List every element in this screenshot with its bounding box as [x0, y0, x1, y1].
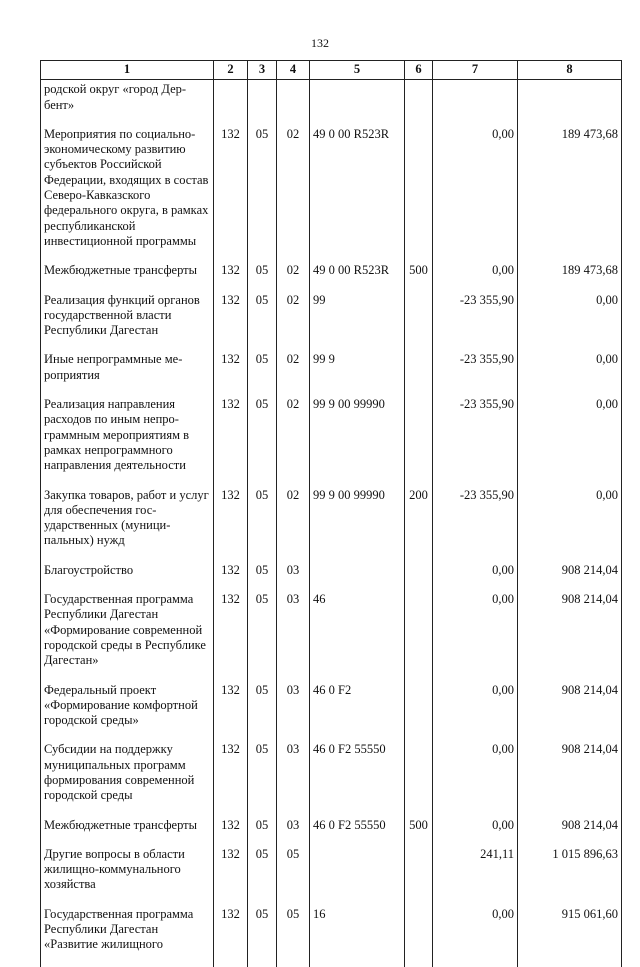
expense-type-cell: 500	[405, 818, 433, 847]
table-row	[41, 397, 622, 487]
admin-code-cell: 132	[214, 488, 248, 563]
header-cell-6: 6	[405, 61, 433, 80]
admin-code-cell: 132	[214, 563, 248, 592]
amount-change-cell: -23 355,90	[433, 488, 518, 563]
admin-code-cell: 132	[214, 847, 248, 907]
expense-type-cell: 500	[405, 263, 433, 292]
subsection-code-cell: 03	[277, 818, 310, 847]
expense-type-cell	[405, 127, 433, 263]
subsection-code-cell: 02	[277, 488, 310, 563]
subsection-code-cell: 03	[277, 683, 310, 743]
table-row	[41, 352, 622, 397]
item-name-cell: родской округ «город Дербент»	[41, 80, 214, 127]
amount-total-cell: 908 214,04	[518, 818, 622, 847]
target-code-cell: 46	[310, 592, 405, 682]
amount-total-cell: 908 214,04	[518, 563, 622, 592]
table-row	[41, 127, 622, 263]
amount-change-cell: 0,00	[433, 818, 518, 847]
expense-type-cell: 200	[405, 488, 433, 563]
admin-code-cell: 132	[214, 592, 248, 682]
amount-change-cell: 0,00	[433, 907, 518, 967]
target-code-cell: 16	[310, 907, 405, 967]
target-code-cell: 46 0 F2 55550	[310, 818, 405, 847]
amount-change-cell: 0,00	[433, 563, 518, 592]
budget-table	[40, 60, 622, 967]
item-name-cell: Благоустройство	[41, 563, 214, 592]
section-code-cell: 05	[248, 488, 277, 563]
amount-total-cell	[518, 80, 622, 127]
header-cell-4: 4	[277, 61, 310, 80]
amount-total-cell: 189 473,68	[518, 263, 622, 292]
admin-code-cell: 132	[214, 352, 248, 397]
section-code-cell: 05	[248, 563, 277, 592]
target-code-cell	[310, 847, 405, 907]
item-name-cell: Межбюджетные трансферты	[41, 263, 214, 292]
section-code-cell: 05	[248, 847, 277, 907]
amount-total-cell: 0,00	[518, 397, 622, 487]
target-code-cell: 99 9 00 99990	[310, 397, 405, 487]
header-cell-1: 1	[41, 61, 214, 80]
amount-change-cell: 0,00	[433, 742, 518, 817]
section-code-cell	[248, 80, 277, 127]
subsection-code-cell: 02	[277, 397, 310, 487]
expense-type-cell	[405, 352, 433, 397]
table-row	[41, 907, 622, 967]
amount-total-cell: 915 061,60	[518, 907, 622, 967]
subsection-code-cell: 03	[277, 592, 310, 682]
amount-change-cell: 0,00	[433, 263, 518, 292]
target-code-cell	[310, 563, 405, 592]
admin-code-cell: 132	[214, 818, 248, 847]
amount-change-cell: 0,00	[433, 127, 518, 263]
header-cell-8: 8	[518, 61, 622, 80]
amount-total-cell: 908 214,04	[518, 742, 622, 817]
admin-code-cell: 132	[214, 397, 248, 487]
expense-type-cell	[405, 742, 433, 817]
target-code-cell	[310, 80, 405, 127]
table-row	[41, 488, 622, 563]
amount-change-cell: -23 355,90	[433, 397, 518, 487]
admin-code-cell	[214, 80, 248, 127]
target-code-cell: 99 9 00 99990	[310, 488, 405, 563]
amount-total-cell: 1 015 896,63	[518, 847, 622, 907]
target-code-cell: 99 9	[310, 352, 405, 397]
expense-type-cell	[405, 293, 433, 353]
amount-total-cell: 0,00	[518, 352, 622, 397]
admin-code-cell: 132	[214, 263, 248, 292]
header-cell-5: 5	[310, 61, 405, 80]
header-row	[41, 61, 622, 80]
header-cell-3: 3	[248, 61, 277, 80]
section-code-cell: 05	[248, 818, 277, 847]
expense-type-cell	[405, 683, 433, 743]
section-code-cell: 05	[248, 742, 277, 817]
target-code-cell: 99	[310, 293, 405, 353]
item-name-cell: Субсидии на поддержку муниципальных программ формирования современной городской среды	[41, 742, 214, 817]
admin-code-cell: 132	[214, 683, 248, 743]
amount-total-cell: 189 473,68	[518, 127, 622, 263]
expense-type-cell	[405, 592, 433, 682]
admin-code-cell: 132	[214, 907, 248, 967]
subsection-code-cell: 02	[277, 352, 310, 397]
item-name-cell: Мероприятия по социально-экономическому развитию субъектов Российской Федерации, входящих в состав Северо-Кавказского федерального округа, в рамках республиканской инвестиционной программы	[41, 127, 214, 263]
table-row	[41, 742, 622, 817]
expense-type-cell	[405, 80, 433, 127]
item-name-cell: Межбюджетные трансферты	[41, 818, 214, 847]
target-code-cell: 49 0 00 R523R	[310, 263, 405, 292]
subsection-code-cell: 02	[277, 263, 310, 292]
amount-total-cell: 0,00	[518, 488, 622, 563]
table-row	[41, 80, 622, 127]
section-code-cell: 05	[248, 683, 277, 743]
section-code-cell: 05	[248, 293, 277, 353]
subsection-code-cell: 03	[277, 742, 310, 817]
subsection-code-cell: 02	[277, 127, 310, 263]
page-number: 132	[311, 36, 329, 50]
table-row	[41, 847, 622, 907]
amount-change-cell	[433, 80, 518, 127]
item-name-cell: Государственная программа Республики Дагестан «Развитие жилищного	[41, 907, 214, 967]
table-row	[41, 818, 622, 847]
header-cell-2: 2	[214, 61, 248, 80]
item-name-cell: Иные непрограммные мероприятия	[41, 352, 214, 397]
amount-total-cell: 0,00	[518, 293, 622, 353]
amount-total-cell: 908 214,04	[518, 683, 622, 743]
subsection-code-cell: 05	[277, 847, 310, 907]
amount-change-cell: 0,00	[433, 683, 518, 743]
section-code-cell: 05	[248, 352, 277, 397]
admin-code-cell: 132	[214, 293, 248, 353]
section-code-cell: 05	[248, 907, 277, 967]
subsection-code-cell	[277, 80, 310, 127]
table-header	[41, 61, 622, 80]
table-row	[41, 263, 622, 292]
section-code-cell: 05	[248, 263, 277, 292]
header-cell-7: 7	[433, 61, 518, 80]
item-name-cell: Государственная программа Республики Дагестан «Формирование современной городской среды в Республике Дагестан»	[41, 592, 214, 682]
section-code-cell: 05	[248, 397, 277, 487]
table-row	[41, 293, 622, 353]
amount-change-cell: 0,00	[433, 592, 518, 682]
subsection-code-cell: 05	[277, 907, 310, 967]
item-name-cell: Федеральный проект «Формирование комфортной городской среды»	[41, 683, 214, 743]
item-name-cell: Реализация направления расходов по иным непрограммным мероприятиям в рамках непрограммного направления деятельности	[41, 397, 214, 487]
item-name-cell: Закупка товаров, работ и услуг для обеспечения государственных (муниципальных) нужд	[41, 488, 214, 563]
table-body	[41, 80, 622, 967]
admin-code-cell: 132	[214, 742, 248, 817]
subsection-code-cell: 03	[277, 563, 310, 592]
section-code-cell: 05	[248, 592, 277, 682]
item-name-cell: Другие вопросы в области жилищно-коммунального хозяйства	[41, 847, 214, 907]
target-code-cell: 46 0 F2	[310, 683, 405, 743]
section-code-cell: 05	[248, 127, 277, 263]
table-row	[41, 563, 622, 592]
amount-change-cell: -23 355,90	[433, 293, 518, 353]
amount-change-cell: -23 355,90	[433, 352, 518, 397]
admin-code-cell: 132	[214, 127, 248, 263]
amount-change-cell: 241,11	[433, 847, 518, 907]
target-code-cell: 46 0 F2 55550	[310, 742, 405, 817]
expense-type-cell	[405, 563, 433, 592]
amount-total-cell: 908 214,04	[518, 592, 622, 682]
table-row	[41, 592, 622, 682]
expense-type-cell	[405, 847, 433, 907]
item-name-cell: Реализация функций органов государственной власти Республики Дагестан	[41, 293, 214, 353]
target-code-cell: 49 0 00 R523R	[310, 127, 405, 263]
subsection-code-cell: 02	[277, 293, 310, 353]
expense-type-cell	[405, 397, 433, 487]
table-row	[41, 683, 622, 743]
expense-type-cell	[405, 907, 433, 967]
